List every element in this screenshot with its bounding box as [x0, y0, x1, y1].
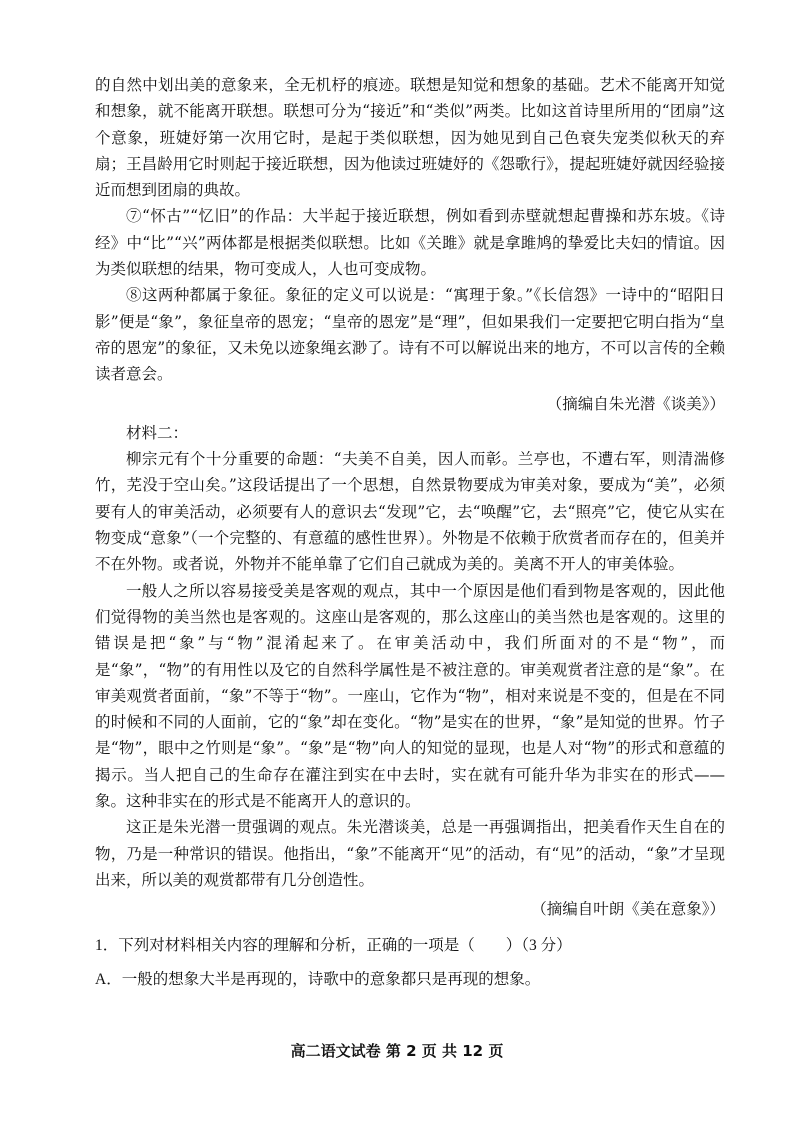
- reading-passage: [95, 72, 725, 993]
- material2-heading: 材料二：: [126, 423, 189, 442]
- question-1-option-a: A．一般的想象大半是再现的，诗歌中的意象都只是再现的想象。: [95, 970, 541, 988]
- page-footer: 高二语文试卷 第 2 页 共 12 页: [290, 1042, 504, 1060]
- material2-source: （摘编自叶朗《美在意象》）: [531, 900, 725, 919]
- material1-source: （摘编自朱光潜《谈美》）: [546, 394, 725, 413]
- material2-paragraph-3: 这正是朱光潜一贯强调的观点。朱光潜谈美，总是一再强调指出，把美看作天生自在的物，乃是一种常识的错误。他指出，“象”不能离开“见”的活动，有“见”的活动，“象”才呈现出来，所以美的观赏都带有几分创造性。: [95, 818, 725, 889]
- question-1-stem: 1．下列对材料相关内容的理解和分析，正确的一项是（ ）（3 分）: [95, 936, 572, 954]
- material1-paragraph-7: ⑦“怀古”“忆旧”的作品：大半起于接近联想，例如看到赤壁就想起曹操和苏东坡。《诗经》中“比”“兴”两体都是根据类似联想。比如《关雎》就是拿雎鸠的挚爱比夫妇的情谊。因为类似联想的结果，物可变成人，人也可变成物。: [95, 207, 725, 279]
- material2-paragraph-1: 柳宗元有个十分重要的命题：“夫美不自美，因人而彰。兰亭也，不遭右军，则清湍修竹，芜没于空山矣。”这段话提出了一个思想，自然景物要成为审美对象，要成为“美”，必须要有人的审美活动，必须要有人的意识去“发现”它，去“唤醒”它，去“照亮”它，使它从实在物变成“意象”（一个完整的、有意蕴的感性世界）。外物是不依赖于欣赏者而存在的，但美并不在外物。或者说，外物并不能单靠了它们自己就成为美的。美离不开人的审美体验。: [95, 450, 725, 574]
- material1-paragraph-8: ⑧这两种都属于象征。象征的定义可以说是：“寓理于象。”《长信怨》一诗中的“昭阳日影”便是“象”，象征皇帝的恩宠；“皇帝的恩宠”是“理”，但如果我们一定要把它明白指为“皇帝的恩宠”的象征，又未免以迹象绳玄渺了。诗有不可以解说出来的地方，不可以言传的全赖读者意会。: [95, 286, 725, 384]
- material2-paragraph-2: 一般人之所以容易接受美是客观的观点，其中一个原因是他们看到物是客观的，因此他们觉得物的美当然也是客观的。这座山是客观的，那么这座山的美当然也是客观的。这里的错误是把“象”与“物”混淆起来了。在审美活动中，我们所面对的不是“物”，而是“象”，“物”的有用性以及它的自然科学属性是不被注意的。审美观赏者注意的是“象”。在审美观赏者面前，“象”不等于“物”。一座山，它作为“物”，相对来说是不变的，但是在不同的时候和不同的人面前，它的“象”却在变化。“物”是实在的世界，“象”是知觉的世界。竹子是“物”，眼中之竹则是“象”。“象”是“物”向人的知觉的显现，也是人对“物”的形式和意蕴的揭示。当人把自己的生命存在灌注到实在中去时，实在就有可能升华为非实在的形式——象。这种非实在的形式是不能离开人的意识的。: [95, 581, 725, 811]
- material1-paragraph-continued: 的自然中划出美的意象来，全无机杼的痕迹。联想是知觉和想象的基础。艺术不能离开知觉和想象，就不能离开联想。联想可分为“接近”和“类似”两类。比如这首诗里所用的“团扇”这个意象，班婕妤第一次用它时，是起于类似联想，因为她见到自己色衰失宠类似秋天的弃扇；王昌龄用它时则起于接近联想，因为他读过班婕妤的《怨歌行》，提起班婕妤就因经验接近而想到团扇的典故。: [95, 76, 725, 200]
